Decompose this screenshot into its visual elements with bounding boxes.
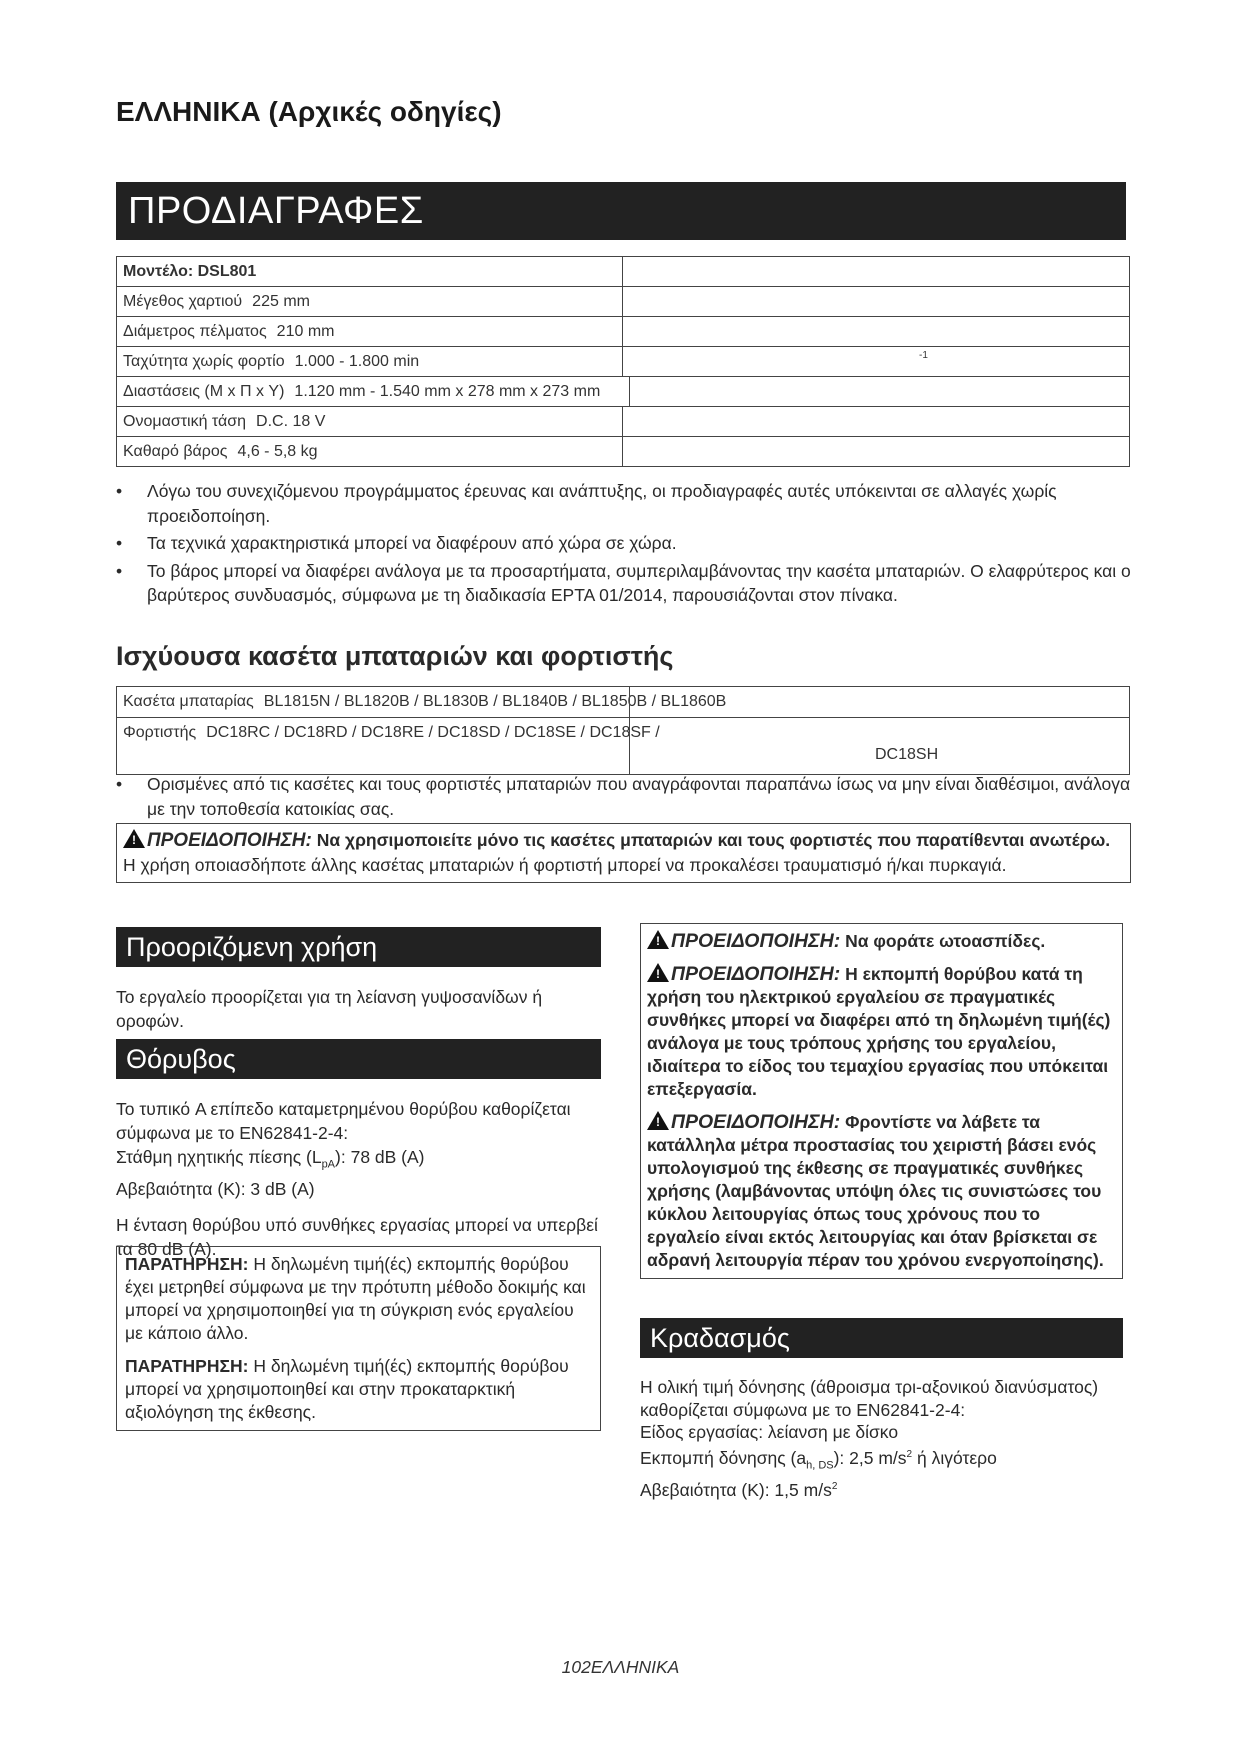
table-row bbox=[117, 377, 1130, 407]
work-mode-text: Είδος εργασίας: λείανση με δίσκο bbox=[640, 1422, 899, 1442]
warning-label: ΠΡΟΕΙΔΟΠΟΙΗΣΗ: bbox=[671, 930, 841, 952]
page-language-title: ΕΛΛΗΝΙΚΑ (Αρχικές οδηγίες) bbox=[116, 96, 502, 127]
vibration-section bbox=[640, 1376, 1130, 1502]
spec-value: D.C. 18 V bbox=[256, 412, 326, 430]
sound-pressure-value: ): 78 dB (A) bbox=[335, 1147, 425, 1167]
specifications-table bbox=[116, 256, 1130, 467]
spec-cell bbox=[117, 377, 1130, 407]
noise-section bbox=[116, 1097, 601, 1261]
vibration-uncertainty-line bbox=[640, 1476, 1130, 1501]
vibration-uncertainty: Αβεβαιότητα (K): 1,5 m/s bbox=[640, 1480, 832, 1501]
sound-pressure-label: Στάθμη ηχητικής πίεσης (L bbox=[116, 1147, 322, 1167]
table-row bbox=[117, 718, 1130, 775]
warning-paragraph bbox=[647, 930, 1116, 953]
spec-value: 210 mm bbox=[276, 322, 335, 340]
spec-label: Ονομαστική τάση bbox=[123, 412, 247, 430]
warning-text: Η χρήση οποιασδήποτε άλλης κασέτας μπαταριών ή φορτιστή μπορεί να προκαλέσει τραυματισμό ή/και πυρκαγιά. bbox=[123, 855, 1007, 875]
warning-label: ΠΡΟΕΙΔΟΠΟΙΗΣΗ: bbox=[671, 1111, 841, 1133]
warning-triangle-icon bbox=[647, 963, 669, 982]
spec-cell bbox=[117, 287, 623, 317]
vibration-emission-line bbox=[640, 1444, 1130, 1477]
battery-table bbox=[116, 686, 1130, 775]
empty-cell bbox=[623, 287, 1130, 317]
spec-label: Διάμετρος πέλματος bbox=[123, 322, 267, 340]
table-row bbox=[117, 347, 1130, 377]
charger-cell bbox=[117, 718, 1130, 775]
note-label: ΠΑΡΑΤΗΡΗΣΗ: bbox=[125, 1356, 249, 1376]
unit-superscript: -1 bbox=[919, 349, 928, 361]
note-paragraph bbox=[125, 1355, 592, 1424]
cartridge-label: Κασέτα μπαταρίας bbox=[123, 693, 254, 710]
charger-value-continued: DC18SH bbox=[875, 746, 939, 763]
model-cell bbox=[117, 257, 623, 287]
model-label: Μοντέλο: DSL801 bbox=[123, 262, 257, 280]
spec-cell bbox=[117, 317, 623, 347]
list-item: • Ορισμένες από τις κασέτες και τους φορτιστές μπαταριών που αναγράφονται παραπάνω ίσως να μην είναι διαθέσιμοι, ανάλογα με την τοποθεσία κατοικίας σας. bbox=[116, 772, 1131, 821]
vibration-emission-value: ): 2,5 m/s bbox=[833, 1447, 907, 1468]
warning-paragraph bbox=[647, 963, 1116, 1101]
sound-pressure-line bbox=[116, 1145, 601, 1177]
battery-heading: Ισχύουσα κασέτα μπαταριών και φορτιστής bbox=[116, 641, 674, 671]
spec-value: 1.120 mm - 1.540 mm x 278 mm x 273 mm bbox=[294, 382, 601, 400]
spec-cell-unit bbox=[623, 347, 1130, 377]
spec-label: Ταχύτητα χωρίς φορτίο bbox=[123, 352, 285, 370]
warning-text: Η εκπομπή θορύβου κατά τη χρήση του ηλεκτρικού εργαλείου σε πραγματικές συνθήκες μπορεί να διαφέρει από τη δηλωμένη τιμή(ές) ανάλογα με τους τρόπους χρήσης του εργαλείου, ιδιαίτερα το είδος του τεμαχίου εργασίας που υπόκειται επεξεργασία. bbox=[647, 964, 1111, 1099]
cartridge-cell bbox=[117, 687, 1130, 718]
spec-value: 225 mm bbox=[252, 292, 310, 310]
cartridge-value: BL1815N / BL1820B / BL1830B / BL1840B / BL1850B / BL1860B bbox=[263, 693, 727, 710]
noise-heading: Θόρυβος bbox=[116, 1039, 601, 1079]
table-row bbox=[117, 317, 1130, 347]
empty-cell bbox=[623, 317, 1130, 347]
charger-value: DC18RC / DC18RD / DC18RE / DC18SD / DC18SE / DC18SF / bbox=[206, 724, 660, 741]
note-text: Η δηλωμένη τιμή(ές) εκπομπής θορύβου έχει μετρηθεί σύμφωνα με την πρότυπη μέθοδο δοκιμής και μπορεί να χρησιμοποιηθεί για τη σύγκριση ενός εργαλείου με κάποιο άλλο. bbox=[125, 1254, 586, 1343]
table-row bbox=[117, 287, 1130, 317]
note-label: ΠΑΡΑΤΗΡΗΣΗ: bbox=[125, 1254, 249, 1274]
table-row bbox=[117, 437, 1130, 467]
list-item: • Τα τεχνικά χαρακτηριστικά μπορεί να διαφέρουν από χώρα σε χώρα. bbox=[116, 531, 1131, 556]
table-row bbox=[117, 407, 1130, 437]
warning-text: Φροντίστε να λάβετε τα κατάλληλα μέτρα προστασίας του χειριστή βάσει ενός υπολογισμού της έκθεσης σε πραγματικές συνθήκες χρήσης (λαμβάνοντας υπόψη όλες τις συνιστώσες του κύκλου λειτουργίας όπως τους χρόνους που το εργαλείο είναι εκτός λειτουργίας και όταν βρίσκεται σε αδρανή λειτουργία πέραν του χρόνου ενεργοποίησης). bbox=[647, 1112, 1104, 1270]
vibration-heading: Κραδασμός bbox=[640, 1318, 1123, 1358]
vibration-emission-suffix: ή λιγότερο bbox=[912, 1447, 997, 1468]
noise-standard-text: Το τυπικό A επίπεδο καταμετρημένου θορύβου καθορίζεται σύμφωνα με το EN62841-2-4: bbox=[116, 1099, 571, 1143]
spec-label: Μέγεθος χαρτιού bbox=[123, 292, 243, 310]
table-row bbox=[117, 687, 1130, 718]
intended-use-heading: Προοριζόμενη χρήση bbox=[116, 927, 601, 967]
list-item: • Το βάρος μπορεί να διαφέρει ανάλογα με τα προσαρτήματα, συμπεριλαμβάνοντας την κασέτα μπαταριών. Ο ελαφρύτερος και ο βαρύτερος συνδυασμός, σύμφωνα με τη διαδικασία EPTA 01/2014, παρουσιάζονται στον πίνακα. bbox=[116, 559, 1131, 608]
charger-label: Φορτιστής bbox=[123, 724, 197, 741]
list-item: • Λόγω του συνεχιζόμενου προγράμματος έρευνας και ανάπτυξης, οι προδιαγραφές αυτές υπόκεινται σε αλλαγές χωρίς προειδοποίηση. bbox=[116, 479, 1131, 528]
note-paragraph bbox=[125, 1253, 592, 1345]
empty-cell bbox=[623, 257, 1130, 287]
warning-triangle-icon bbox=[123, 829, 145, 848]
warning-label: ΠΡΟΕΙΔΟΠΟΙΗΣΗ: bbox=[147, 830, 312, 851]
warning-triangle-icon bbox=[647, 1111, 669, 1130]
warning-triangle-icon bbox=[647, 930, 669, 949]
spec-label: Καθαρό βάρος bbox=[123, 442, 228, 460]
spec-cell bbox=[117, 347, 623, 377]
noise-uncertainty: Αβεβαιότητα (K): 3 dB (A) bbox=[116, 1178, 315, 1199]
warning-text: Να φοράτε ωτοασπίδες. bbox=[845, 931, 1046, 951]
specifications-notes bbox=[116, 479, 1131, 611]
battery-warning-box bbox=[116, 823, 1131, 883]
vibration-standard-text: Η ολική τιμή δόνησης (άθροισμα τρι-αξονικού διανύσματος) καθορίζεται σύμφωνα με το EN62841-2-4: bbox=[640, 1377, 1099, 1420]
warning-paragraph bbox=[647, 1111, 1116, 1272]
specifications-heading: ΠΡΟΔΙΑΓΡΑΦΕΣ bbox=[128, 190, 424, 232]
column-divider bbox=[629, 687, 630, 717]
battery-notes bbox=[116, 772, 1131, 821]
spec-cell bbox=[117, 437, 623, 467]
spec-cell bbox=[117, 407, 623, 437]
page-footer: 102ΕΛΛΗΝΙΚΑ bbox=[561, 1657, 680, 1677]
intended-use-text: Το εργαλείο προορίζεται για τη λείανση γυψοσανίδων ή οροφών. bbox=[116, 987, 543, 1031]
warning-bold-text: Να χρησιμοποιείτε μόνο τις κασέτες μπαταριών και τους φορτιστές που παρατίθενται ανωτέρω. bbox=[316, 830, 1111, 850]
vibration-emission-subscript: h, DS bbox=[806, 1458, 834, 1471]
spec-value: 1.000 - 1.800 min bbox=[294, 352, 420, 370]
noise-note-box bbox=[116, 1246, 601, 1431]
warning-label: ΠΡΟΕΙΔΟΠΟΙΗΣΗ: bbox=[671, 963, 841, 985]
empty-cell bbox=[623, 407, 1130, 437]
specifications-banner bbox=[116, 182, 1126, 240]
table-row bbox=[117, 257, 1130, 287]
spec-value: 4,6 - 5,8 kg bbox=[237, 442, 318, 460]
noise-warning-box bbox=[640, 923, 1123, 1279]
unit-superscript: 2 bbox=[831, 1481, 838, 1493]
column-divider bbox=[629, 718, 630, 774]
sound-pressure-subscript: pA bbox=[321, 1158, 336, 1171]
note-text: Η δηλωμένη τιμή(ές) εκπομπής θορύβου μπορεί να χρησιμοποιηθεί και στην προκαταρκτική αξιολόγηση της έκθεσης. bbox=[125, 1356, 569, 1422]
empty-cell bbox=[623, 437, 1130, 467]
vibration-emission-label: Εκπομπή δόνησης (a bbox=[640, 1447, 807, 1468]
unit-superscript: 2 bbox=[906, 1448, 913, 1460]
column-divider bbox=[629, 377, 630, 406]
spec-label: Διαστάσεις (Μ x Π x Υ) bbox=[123, 382, 285, 400]
noise-level-text: Η ένταση θορύβου υπό συνθήκες εργασίας μπορεί να υπερβεί τα 80 dB (A). bbox=[116, 1214, 598, 1259]
